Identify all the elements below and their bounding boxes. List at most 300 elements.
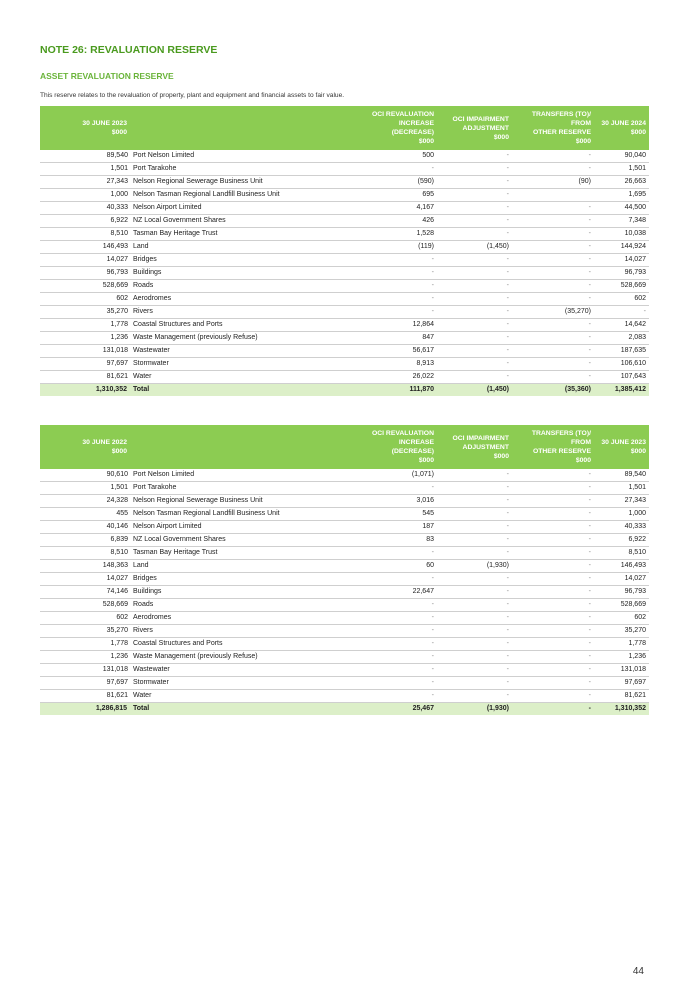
table-row bbox=[40, 469, 649, 482]
header-line: 30 JUNE 2024 bbox=[601, 120, 646, 127]
asset-name-cell: Nelson Airport Limited bbox=[130, 202, 360, 215]
revaluation-cell: 4,167 bbox=[360, 202, 437, 215]
header-label bbox=[130, 106, 360, 150]
header-transfers bbox=[512, 425, 594, 469]
opening-balance-cell: 602 bbox=[40, 293, 130, 306]
total-transfers-cell: - bbox=[512, 703, 594, 716]
header-line: TRANSFERS (TO)/ FROM bbox=[531, 111, 591, 127]
table-row bbox=[40, 280, 649, 293]
closing-balance-cell: 14,027 bbox=[594, 573, 649, 586]
revaluation-cell: - bbox=[360, 638, 437, 651]
impairment-cell: - bbox=[437, 189, 512, 202]
header-line: OCI REVALUATION bbox=[371, 430, 434, 437]
table-row bbox=[40, 254, 649, 267]
closing-balance-cell: - bbox=[594, 306, 649, 319]
table-row bbox=[40, 638, 649, 651]
transfers-cell: - bbox=[512, 345, 594, 358]
impairment-cell: - bbox=[437, 293, 512, 306]
header-line: $000 bbox=[111, 129, 127, 136]
revaluation-cell: (119) bbox=[360, 241, 437, 254]
closing-balance-cell: 1,778 bbox=[594, 638, 649, 651]
closing-balance-cell: 107,643 bbox=[594, 371, 649, 384]
asset-name-cell: Roads bbox=[130, 599, 360, 612]
transfers-cell: - bbox=[512, 293, 594, 306]
revaluation-cell: - bbox=[360, 651, 437, 664]
opening-balance-cell: 1,236 bbox=[40, 332, 130, 345]
header-line: OCI IMPAIRMENT bbox=[452, 115, 509, 123]
transfers-cell: - bbox=[512, 521, 594, 534]
opening-balance-cell: 97,697 bbox=[40, 358, 130, 371]
impairment-cell: (1,930) bbox=[437, 560, 512, 573]
transfers-cell: - bbox=[512, 150, 594, 163]
table-row bbox=[40, 319, 649, 332]
impairment-cell: - bbox=[437, 332, 512, 345]
impairment-cell: - bbox=[437, 202, 512, 215]
impairment-cell: - bbox=[437, 599, 512, 612]
opening-balance-cell: 602 bbox=[40, 612, 130, 625]
header-opening-balance bbox=[40, 425, 130, 469]
header-line: 30 JUNE 2022 bbox=[82, 439, 127, 446]
asset-name-cell: Aerodromes bbox=[130, 293, 360, 306]
closing-balance-cell: 26,663 bbox=[594, 176, 649, 189]
transfers-cell: - bbox=[512, 267, 594, 280]
header-line: 30 JUNE 2023 bbox=[82, 120, 127, 127]
closing-balance-cell: 1,501 bbox=[594, 163, 649, 176]
closing-balance-cell: 187,635 bbox=[594, 345, 649, 358]
opening-balance-cell: 90,610 bbox=[40, 469, 130, 482]
header-transfers bbox=[512, 106, 594, 150]
impairment-cell: - bbox=[437, 547, 512, 560]
revaluation-table-2024 bbox=[40, 106, 649, 396]
revaluation-cell: - bbox=[360, 573, 437, 586]
revaluation-cell: 1,528 bbox=[360, 228, 437, 241]
asset-name-cell: NZ Local Government Shares bbox=[130, 215, 360, 228]
closing-balance-cell: 146,493 bbox=[594, 560, 649, 573]
header-opening-balance bbox=[40, 106, 130, 150]
revaluation-cell: 187 bbox=[360, 521, 437, 534]
total-closing-balance-cell: 1,310,352 bbox=[594, 703, 649, 716]
asset-name-cell: Port Nelson Limited bbox=[130, 469, 360, 482]
table-row bbox=[40, 358, 649, 371]
asset-name-cell: Nelson Tasman Regional Landfill Business Unit bbox=[130, 189, 360, 202]
table-header-row bbox=[40, 425, 649, 469]
table-row bbox=[40, 241, 649, 254]
header-closing-balance bbox=[594, 425, 649, 469]
transfers-cell: - bbox=[512, 254, 594, 267]
note-title: NOTE 26: REVALUATION RESERVE bbox=[40, 44, 218, 56]
revaluation-cell: - bbox=[360, 163, 437, 176]
closing-balance-cell: 1,501 bbox=[594, 482, 649, 495]
table-row bbox=[40, 573, 649, 586]
asset-name-cell: Wastewater bbox=[130, 664, 360, 677]
asset-name-cell: Port Tarakohe bbox=[130, 163, 360, 176]
opening-balance-cell: 6,922 bbox=[40, 215, 130, 228]
revaluation-cell: 695 bbox=[360, 189, 437, 202]
closing-balance-cell: 81,621 bbox=[594, 690, 649, 703]
opening-balance-cell: 81,621 bbox=[40, 371, 130, 384]
closing-balance-cell: 35,270 bbox=[594, 625, 649, 638]
table-row bbox=[40, 293, 649, 306]
asset-name-cell: Wastewater bbox=[130, 345, 360, 358]
impairment-cell: - bbox=[437, 319, 512, 332]
table-row bbox=[40, 612, 649, 625]
header-line: (DECREASE) bbox=[391, 448, 434, 455]
transfers-cell: - bbox=[512, 228, 594, 241]
intro-text: This reserve relates to the revaluation of property, plant and equipment and financial assets to fair value. bbox=[40, 92, 345, 99]
table-row bbox=[40, 625, 649, 638]
header-line: $000 bbox=[493, 452, 509, 460]
table-row bbox=[40, 189, 649, 202]
transfers-cell: - bbox=[512, 534, 594, 547]
revaluation-cell: - bbox=[360, 690, 437, 703]
asset-name-cell: Water bbox=[130, 690, 360, 703]
revaluation-cell: 26,022 bbox=[360, 371, 437, 384]
revaluation-cell: (590) bbox=[360, 176, 437, 189]
impairment-cell: - bbox=[437, 508, 512, 521]
transfers-cell: - bbox=[512, 573, 594, 586]
asset-name-cell: Coastal Structures and Ports bbox=[130, 638, 360, 651]
opening-balance-cell: 96,793 bbox=[40, 267, 130, 280]
table-row bbox=[40, 599, 649, 612]
opening-balance-cell: 6,839 bbox=[40, 534, 130, 547]
total-impairment-cell: (1,450) bbox=[437, 384, 512, 397]
closing-balance-cell: 14,027 bbox=[594, 254, 649, 267]
asset-name-cell: Buildings bbox=[130, 267, 360, 280]
revaluation-cell: 8,913 bbox=[360, 358, 437, 371]
closing-balance-cell: 1,695 bbox=[594, 189, 649, 202]
transfers-cell: - bbox=[512, 677, 594, 690]
asset-name-cell: Waste Management (previously Refuse) bbox=[130, 651, 360, 664]
transfers-cell: - bbox=[512, 560, 594, 573]
opening-balance-cell: 148,363 bbox=[40, 560, 130, 573]
transfers-cell: - bbox=[512, 586, 594, 599]
asset-name-cell: Bridges bbox=[130, 573, 360, 586]
header-line: $000 bbox=[418, 457, 434, 464]
total-opening-balance-cell: 1,310,352 bbox=[40, 384, 130, 397]
closing-balance-cell: 6,922 bbox=[594, 534, 649, 547]
table-row bbox=[40, 228, 649, 241]
total-asset-name-cell: Total bbox=[130, 703, 360, 716]
header-oci-revaluation bbox=[360, 106, 437, 150]
table-row bbox=[40, 586, 649, 599]
asset-name-cell: Nelson Regional Sewerage Business Unit bbox=[130, 176, 360, 189]
total-asset-name-cell: Total bbox=[130, 384, 360, 397]
impairment-cell: - bbox=[437, 638, 512, 651]
table-row bbox=[40, 345, 649, 358]
opening-balance-cell: 1,000 bbox=[40, 189, 130, 202]
header-line: INCREASE bbox=[398, 439, 434, 446]
total-revaluation-cell: 111,870 bbox=[360, 384, 437, 397]
asset-name-cell: Coastal Structures and Ports bbox=[130, 319, 360, 332]
revaluation-cell: 22,647 bbox=[360, 586, 437, 599]
table-row bbox=[40, 306, 649, 319]
impairment-cell: - bbox=[437, 534, 512, 547]
asset-name-cell: Land bbox=[130, 241, 360, 254]
opening-balance-cell: 27,343 bbox=[40, 176, 130, 189]
header-line: OTHER RESERVE bbox=[532, 448, 591, 455]
table-row bbox=[40, 690, 649, 703]
impairment-cell: - bbox=[437, 469, 512, 482]
closing-balance-cell: 106,610 bbox=[594, 358, 649, 371]
closing-balance-cell: 8,510 bbox=[594, 547, 649, 560]
opening-balance-cell: 24,328 bbox=[40, 495, 130, 508]
opening-balance-cell: 528,669 bbox=[40, 280, 130, 293]
opening-balance-cell: 8,510 bbox=[40, 228, 130, 241]
transfers-cell: - bbox=[512, 358, 594, 371]
asset-name-cell: Nelson Regional Sewerage Business Unit bbox=[130, 495, 360, 508]
revaluation-cell: 83 bbox=[360, 534, 437, 547]
opening-balance-cell: 1,778 bbox=[40, 319, 130, 332]
transfers-cell: - bbox=[512, 332, 594, 345]
transfers-cell: - bbox=[512, 241, 594, 254]
table-row bbox=[40, 677, 649, 690]
closing-balance-cell: 90,040 bbox=[594, 150, 649, 163]
table-row bbox=[40, 495, 649, 508]
closing-balance-cell: 602 bbox=[594, 293, 649, 306]
transfers-cell: - bbox=[512, 599, 594, 612]
total-transfers-cell: (35,360) bbox=[512, 384, 594, 397]
revaluation-cell: - bbox=[360, 625, 437, 638]
table-row bbox=[40, 508, 649, 521]
asset-name-cell: Bridges bbox=[130, 254, 360, 267]
opening-balance-cell: 528,669 bbox=[40, 599, 130, 612]
impairment-cell: - bbox=[437, 612, 512, 625]
impairment-cell: - bbox=[437, 358, 512, 371]
revaluation-cell: - bbox=[360, 482, 437, 495]
asset-name-cell: Roads bbox=[130, 280, 360, 293]
revaluation-table-2023 bbox=[40, 425, 649, 715]
transfers-cell: - bbox=[512, 664, 594, 677]
transfers-cell: - bbox=[512, 482, 594, 495]
closing-balance-cell: 1,236 bbox=[594, 651, 649, 664]
transfers-cell: - bbox=[512, 651, 594, 664]
impairment-cell: - bbox=[437, 280, 512, 293]
transfers-cell: - bbox=[512, 469, 594, 482]
opening-balance-cell: 40,146 bbox=[40, 521, 130, 534]
asset-name-cell: NZ Local Government Shares bbox=[130, 534, 360, 547]
closing-balance-cell: 96,793 bbox=[594, 586, 649, 599]
impairment-cell: - bbox=[437, 345, 512, 358]
header-line: 30 JUNE 2023 bbox=[601, 439, 646, 446]
transfers-cell: - bbox=[512, 495, 594, 508]
header-line: OTHER RESERVE bbox=[532, 129, 591, 136]
revaluation-cell: 3,016 bbox=[360, 495, 437, 508]
revaluation-cell: 56,617 bbox=[360, 345, 437, 358]
total-row bbox=[40, 703, 649, 716]
header-oci-revaluation bbox=[360, 425, 437, 469]
asset-name-cell: Port Tarakohe bbox=[130, 482, 360, 495]
header-line: $000 bbox=[111, 448, 127, 455]
page-number: 44 bbox=[632, 966, 644, 977]
impairment-cell: - bbox=[437, 573, 512, 586]
revaluation-cell: - bbox=[360, 306, 437, 319]
asset-name-cell: Waste Management (previously Refuse) bbox=[130, 332, 360, 345]
impairment-cell: - bbox=[437, 664, 512, 677]
transfers-cell: - bbox=[512, 612, 594, 625]
transfers-cell: - bbox=[512, 638, 594, 651]
opening-balance-cell: 8,510 bbox=[40, 547, 130, 560]
total-row bbox=[40, 384, 649, 397]
opening-balance-cell: 1,501 bbox=[40, 163, 130, 176]
transfers-cell: - bbox=[512, 202, 594, 215]
closing-balance-cell: 2,083 bbox=[594, 332, 649, 345]
revaluation-cell: 60 bbox=[360, 560, 437, 573]
opening-balance-cell: 1,236 bbox=[40, 651, 130, 664]
section-title: ASSET REVALUATION RESERVE bbox=[40, 71, 174, 81]
transfers-cell: - bbox=[512, 547, 594, 560]
asset-name-cell: Buildings bbox=[130, 586, 360, 599]
table-row bbox=[40, 482, 649, 495]
transfers-cell: - bbox=[512, 215, 594, 228]
transfers-cell: - bbox=[512, 163, 594, 176]
header-line: TRANSFERS (TO)/ FROM bbox=[531, 430, 591, 446]
revaluation-cell: - bbox=[360, 254, 437, 267]
table-row bbox=[40, 560, 649, 573]
opening-balance-cell: 455 bbox=[40, 508, 130, 521]
opening-balance-cell: 35,270 bbox=[40, 625, 130, 638]
impairment-cell: - bbox=[437, 228, 512, 241]
table-row bbox=[40, 547, 649, 560]
asset-name-cell: Land bbox=[130, 560, 360, 573]
opening-balance-cell: 131,018 bbox=[40, 664, 130, 677]
impairment-cell: - bbox=[437, 371, 512, 384]
header-line: $000 bbox=[493, 133, 509, 141]
transfers-cell: - bbox=[512, 280, 594, 293]
impairment-cell: - bbox=[437, 163, 512, 176]
header-line: $000 bbox=[630, 448, 646, 455]
total-opening-balance-cell: 1,286,815 bbox=[40, 703, 130, 716]
closing-balance-cell: 97,697 bbox=[594, 677, 649, 690]
header-line: OCI REVALUATION bbox=[371, 111, 434, 118]
opening-balance-cell: 146,493 bbox=[40, 241, 130, 254]
opening-balance-cell: 97,697 bbox=[40, 677, 130, 690]
table-row bbox=[40, 664, 649, 677]
table-row bbox=[40, 332, 649, 345]
opening-balance-cell: 1,778 bbox=[40, 638, 130, 651]
closing-balance-cell: 7,348 bbox=[594, 215, 649, 228]
opening-balance-cell: 74,146 bbox=[40, 586, 130, 599]
impairment-cell: - bbox=[437, 586, 512, 599]
impairment-cell: (1,450) bbox=[437, 241, 512, 254]
table-row bbox=[40, 202, 649, 215]
revaluation-cell: 426 bbox=[360, 215, 437, 228]
header-label bbox=[130, 425, 360, 469]
asset-name-cell: Nelson Tasman Regional Landfill Business Unit bbox=[130, 508, 360, 521]
asset-name-cell: Stormwater bbox=[130, 358, 360, 371]
asset-name-cell: Rivers bbox=[130, 625, 360, 638]
closing-balance-cell: 528,669 bbox=[594, 280, 649, 293]
table-row bbox=[40, 371, 649, 384]
revaluation-cell: (1,071) bbox=[360, 469, 437, 482]
opening-balance-cell: 81,621 bbox=[40, 690, 130, 703]
revaluation-cell: - bbox=[360, 280, 437, 293]
revaluation-cell: - bbox=[360, 612, 437, 625]
revaluation-cell: 847 bbox=[360, 332, 437, 345]
closing-balance-cell: 14,642 bbox=[594, 319, 649, 332]
closing-balance-cell: 528,669 bbox=[594, 599, 649, 612]
table-row bbox=[40, 534, 649, 547]
impairment-cell: - bbox=[437, 215, 512, 228]
impairment-cell: - bbox=[437, 267, 512, 280]
total-revaluation-cell: 25,467 bbox=[360, 703, 437, 716]
asset-name-cell: Port Nelson Limited bbox=[130, 150, 360, 163]
closing-balance-cell: 144,924 bbox=[594, 241, 649, 254]
header-line: ADJUSTMENT bbox=[462, 443, 509, 451]
transfers-cell: (35,270) bbox=[512, 306, 594, 319]
revaluation-cell: 12,864 bbox=[360, 319, 437, 332]
header-line: $000 bbox=[630, 129, 646, 136]
opening-balance-cell: 14,027 bbox=[40, 573, 130, 586]
table-header-row bbox=[40, 106, 649, 150]
transfers-cell: (90) bbox=[512, 176, 594, 189]
closing-balance-cell: 44,500 bbox=[594, 202, 649, 215]
asset-name-cell: Tasman Bay Heritage Trust bbox=[130, 228, 360, 241]
asset-name-cell: Nelson Airport Limited bbox=[130, 521, 360, 534]
revaluation-cell: - bbox=[360, 267, 437, 280]
revaluation-cell: 500 bbox=[360, 150, 437, 163]
impairment-cell: - bbox=[437, 651, 512, 664]
closing-balance-cell: 602 bbox=[594, 612, 649, 625]
opening-balance-cell: 14,027 bbox=[40, 254, 130, 267]
opening-balance-cell: 89,540 bbox=[40, 150, 130, 163]
transfers-cell bbox=[512, 189, 594, 202]
impairment-cell: - bbox=[437, 306, 512, 319]
transfers-cell: - bbox=[512, 625, 594, 638]
asset-name-cell: Rivers bbox=[130, 306, 360, 319]
table-row bbox=[40, 651, 649, 664]
table-row bbox=[40, 163, 649, 176]
closing-balance-cell: 131,018 bbox=[594, 664, 649, 677]
opening-balance-cell: 40,333 bbox=[40, 202, 130, 215]
impairment-cell: - bbox=[437, 690, 512, 703]
header-line: ADJUSTMENT bbox=[462, 124, 509, 132]
header-line: $000 bbox=[575, 457, 591, 464]
revaluation-cell: - bbox=[360, 599, 437, 612]
asset-name-cell: Aerodromes bbox=[130, 612, 360, 625]
revaluation-cell: 545 bbox=[360, 508, 437, 521]
header-oci-impairment bbox=[437, 106, 512, 150]
impairment-cell: - bbox=[437, 521, 512, 534]
header-line: $000 bbox=[418, 138, 434, 145]
header-line: (DECREASE) bbox=[391, 129, 434, 136]
asset-name-cell: Water bbox=[130, 371, 360, 384]
closing-balance-cell: 89,540 bbox=[594, 469, 649, 482]
revaluation-cell: - bbox=[360, 293, 437, 306]
asset-name-cell: Tasman Bay Heritage Trust bbox=[130, 547, 360, 560]
transfers-cell: - bbox=[512, 690, 594, 703]
closing-balance-cell: 40,333 bbox=[594, 521, 649, 534]
opening-balance-cell: 1,501 bbox=[40, 482, 130, 495]
impairment-cell: - bbox=[437, 254, 512, 267]
header-oci-impairment bbox=[437, 425, 512, 469]
opening-balance-cell: 35,270 bbox=[40, 306, 130, 319]
impairment-cell: - bbox=[437, 625, 512, 638]
impairment-cell: - bbox=[437, 495, 512, 508]
total-impairment-cell: (1,930) bbox=[437, 703, 512, 716]
revaluation-cell: - bbox=[360, 677, 437, 690]
total-closing-balance-cell: 1,385,412 bbox=[594, 384, 649, 397]
table-row bbox=[40, 267, 649, 280]
transfers-cell: - bbox=[512, 371, 594, 384]
opening-balance-cell: 131,018 bbox=[40, 345, 130, 358]
revaluation-cell: - bbox=[360, 664, 437, 677]
header-line: INCREASE bbox=[398, 120, 434, 127]
closing-balance-cell: 10,038 bbox=[594, 228, 649, 241]
closing-balance-cell: 1,000 bbox=[594, 508, 649, 521]
asset-name-cell: Stormwater bbox=[130, 677, 360, 690]
impairment-cell: - bbox=[437, 176, 512, 189]
closing-balance-cell: 96,793 bbox=[594, 267, 649, 280]
